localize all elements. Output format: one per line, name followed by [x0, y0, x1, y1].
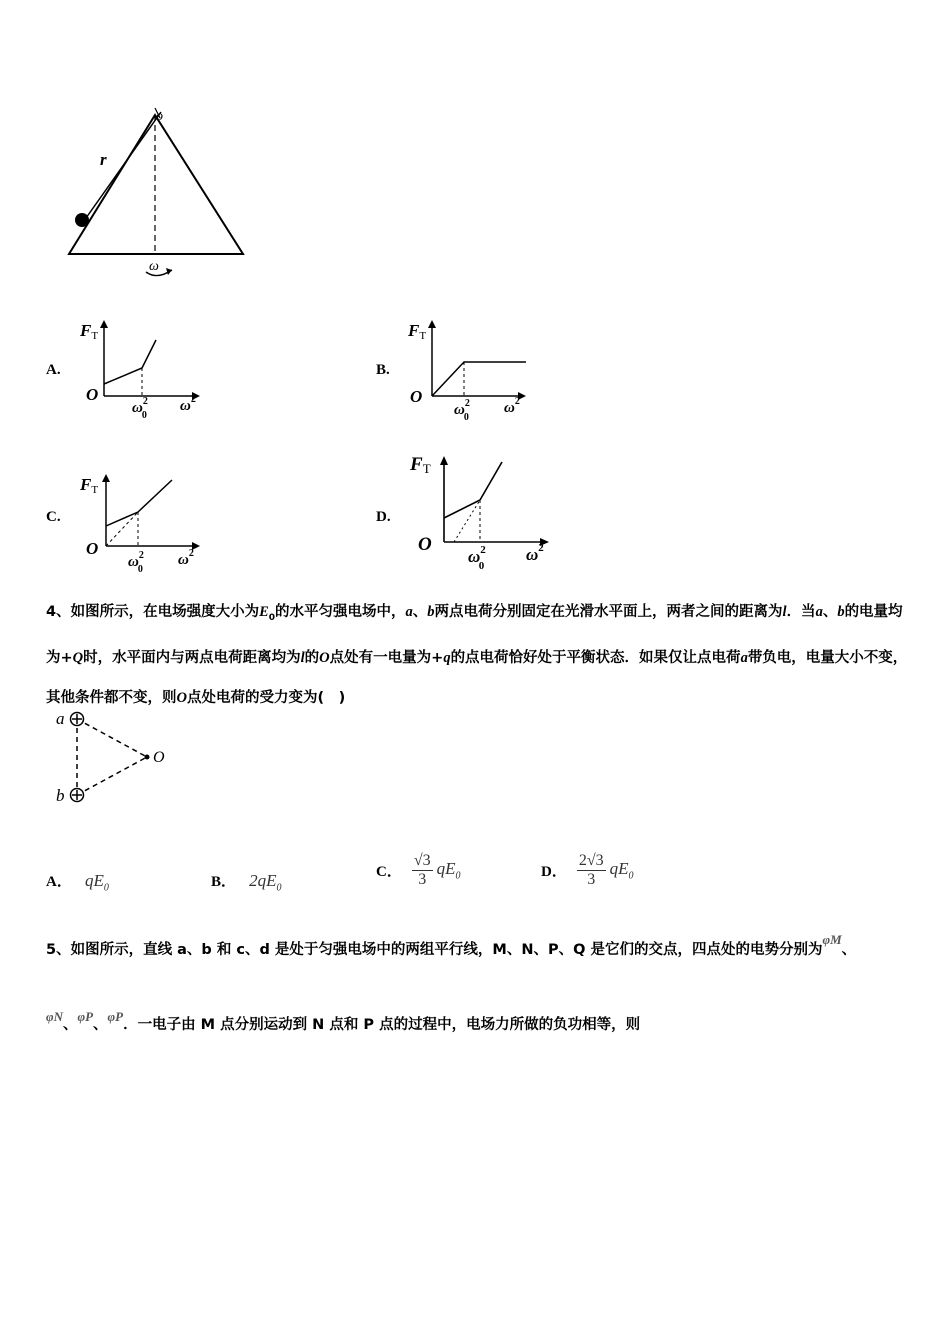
q3-option-b-label[interactable]: B. — [376, 362, 390, 378]
svg-text:ω20 — [128, 550, 144, 575]
tick-label: ω — [132, 400, 143, 416]
charge-a-label: a — [56, 709, 65, 728]
q5-line-1: 5、如图所示，直线 a、b 和 c、d 是处于匀强电场中的两组平行线，M、N、P、Q 是它们的交点，四点处的电势分别为φM、 — [46, 932, 857, 958]
cone-omega-label: ω — [149, 259, 159, 274]
axis-label: T — [91, 484, 99, 496]
axis-label: 2 — [538, 542, 544, 554]
phi-p2: φP — [107, 1009, 124, 1024]
q5-line-2: φN、φP、φP．一电子由 M 点分别运动到 N 点和 P 点的过程中，电场力所做的负功相等，则 — [46, 1009, 641, 1033]
axis-label: 2 — [190, 394, 196, 405]
point-o-label: O — [153, 749, 165, 766]
q3-option-a-label[interactable]: A. — [46, 362, 61, 378]
cone-apex-label: o — [156, 109, 163, 124]
axis-label: F — [80, 475, 92, 494]
fraction-numerator: 2√3 — [578, 851, 604, 869]
axis-label: ω — [178, 552, 189, 568]
option-label: B． — [211, 874, 237, 890]
phi-n: φN — [46, 1009, 63, 1024]
q3-graph-c — [76, 470, 206, 578]
q3-graph-a — [76, 316, 206, 424]
axis-label: F — [408, 321, 420, 340]
option-label: C． — [376, 863, 402, 880]
fraction-denominator: 3 — [418, 870, 427, 888]
ball — [75, 213, 89, 227]
origin-label: O — [86, 539, 99, 558]
q4-option-a[interactable]: A． $qE_0$ — [46, 871, 109, 894]
phi-p: φP — [77, 1009, 94, 1024]
origin-label: O — [418, 534, 432, 555]
axis-label: F — [410, 454, 423, 475]
cone-figure — [60, 100, 260, 280]
tick-label: 2 — [480, 544, 486, 556]
axis-label: ω — [526, 545, 539, 564]
tick-label: 2 — [464, 398, 470, 409]
q4-option-b[interactable]: B． $2qE_0$ — [211, 871, 282, 894]
tick-label: 0 — [141, 410, 147, 421]
fraction-denominator: 3 — [587, 870, 596, 888]
tick-label: ω — [454, 402, 465, 418]
tick-label: ω — [128, 554, 139, 570]
svg-text:FT — [79, 475, 98, 496]
svg-text:ω20 — [468, 544, 486, 572]
svg-text:ω2 — [180, 394, 196, 414]
q4-option-c[interactable]: C． $\frac{√3}{3}$ $qE_0$ — [376, 851, 461, 888]
q4-figure — [50, 705, 180, 809]
svg-text:ω20 — [454, 398, 470, 423]
svg-text:FT — [409, 454, 431, 476]
axis-label: 2 — [514, 396, 520, 407]
q3-graph-d — [408, 452, 558, 574]
svg-text:ω2 — [504, 396, 520, 416]
q4-text: 4、如图所示，在电场强度大小为$E_0$的水平匀强电场中，a、b两点电荷分别固定在光滑水平面上，两者之间的距离为l．当a、b的电量均为+Q时，水平面内与两点电荷距离均为l的O点处有一电量为+q的点电荷恰好处于平衡状态．如果仅让点电荷a带负电，电量大小不变，其他条件都不变，则O点处电荷的受力变为( ) — [46, 604, 908, 706]
tick-label: 2 — [142, 396, 148, 407]
axis-label: T — [419, 330, 427, 342]
svg-text:ω20 — [132, 396, 148, 421]
axis-label: 2 — [188, 548, 194, 559]
option-label: D． — [541, 863, 567, 880]
axis-label: T — [91, 330, 99, 342]
svg-text:FT — [79, 321, 98, 342]
fraction-numerator: √3 — [413, 851, 431, 869]
q4-option-d[interactable]: D． $\frac{2√3}{3}$ $qE_0$ — [541, 851, 634, 888]
cone-length-label: r — [100, 150, 107, 169]
tick-label: 0 — [463, 412, 469, 423]
charge-b-label: b — [56, 786, 65, 805]
svg-text:FT — [407, 321, 426, 342]
axis-label: ω — [504, 400, 515, 416]
svg-text:ω2 — [178, 548, 194, 568]
axis-label: T — [422, 461, 431, 476]
axis-label: ω — [180, 398, 191, 414]
q3-option-c-label[interactable]: C. — [46, 509, 61, 525]
tick-label: 2 — [138, 550, 144, 561]
origin-label: O — [410, 387, 423, 406]
axis-label: F — [80, 321, 92, 340]
option-label: A． — [46, 874, 72, 890]
tick-label: 0 — [478, 560, 485, 572]
svg-text:ω2 — [526, 542, 544, 564]
q3-graph-b — [404, 316, 534, 424]
tick-label: ω — [468, 547, 481, 566]
phi-m: φM — [822, 932, 842, 947]
origin-label: O — [86, 385, 99, 404]
q3-option-d-label[interactable]: D. — [376, 509, 391, 525]
tick-label: 0 — [137, 564, 143, 575]
